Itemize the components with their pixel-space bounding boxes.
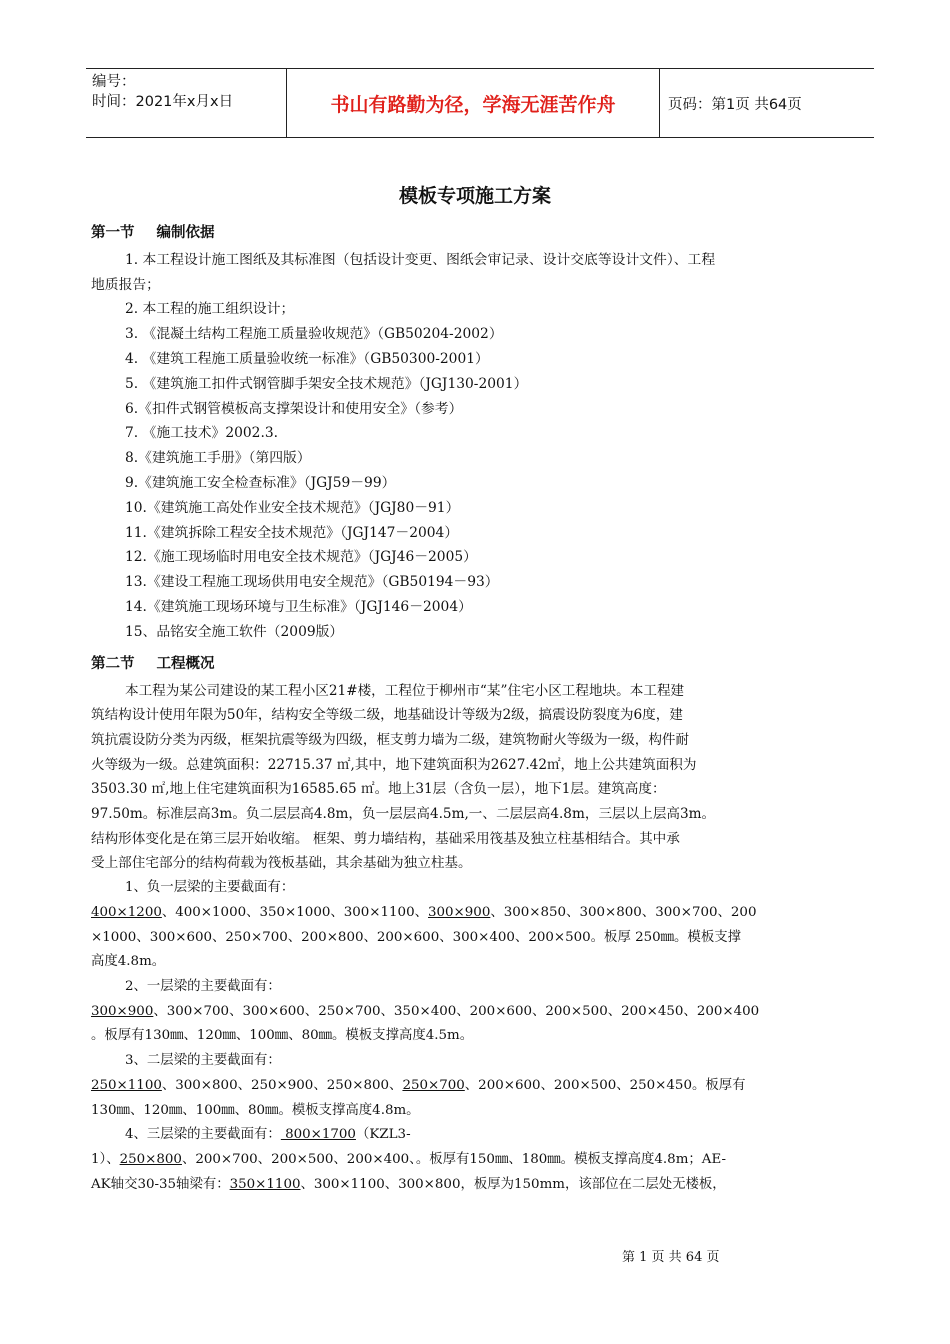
- beam-sizes-line: [91, 1000, 869, 1025]
- document-title: 模板专项施工方案: [398, 185, 551, 207]
- overview-line: 97.50m。标准层高3m。负二层层高4.8m，负一层层高4.5m,一、二层层高4.8m，三层以上层高3m。: [91, 806, 716, 823]
- basis-item-cont: 地质报告；: [91, 276, 160, 293]
- footer-page-number: 第 1 页 共 64 页: [622, 1250, 720, 1265]
- basis-item: 5. 《建筑施工扣件式钢管脚手架安全技术规范》（JGJ130-2001）: [125, 375, 528, 392]
- header-meta: [92, 72, 288, 134]
- basis-item: 1. 本工程设计施工图纸及其标准图（包括设计变更、图纸会审记录、设计交底等设计文件）、工程: [125, 252, 716, 268]
- sizes-text: AK轴交30-35轴梁有：: [91, 1176, 230, 1192]
- highlight-size: 350×1100: [229, 1176, 301, 1192]
- section-title: 编制依据: [156, 225, 215, 241]
- overview-line: 结构形体变化是在第三层开始收缩。 框架、剪力墙结构，基础采用筏基及独立柱基相结合。其中承: [91, 830, 680, 847]
- section-heading: [91, 649, 869, 679]
- highlight-size: 250×800: [119, 1151, 182, 1167]
- basis-item: 2. 本工程的施工组织设计；: [125, 301, 295, 318]
- beam-group-title: [91, 1123, 869, 1148]
- overview-line: 本工程为某公司建设的某工程小区21#楼，工程位于柳州市“某”住宅小区工程地块。本工程建: [125, 682, 685, 699]
- basis-item: 14.《建筑施工现场环境与卫生标准》（JGJ146－2004）: [125, 598, 472, 615]
- section-number: 第一节: [91, 225, 135, 241]
- beam-sizes-line: ×1000、300×600、250×700、200×800、200×600、300×400、200×500。板厚 250㎜。模板支撑: [91, 929, 741, 945]
- sizes-text: 1）、: [91, 1151, 120, 1167]
- basis-item: 9.《建筑施工安全检查标准》（JGJ59－99）: [125, 474, 396, 491]
- highlight-size: 400×1200: [91, 904, 162, 920]
- section-number: 第二节: [91, 655, 135, 672]
- overview-line: 火等级为一级。总建筑面积：22715.37 ㎡,其中，地下建筑面积为2627.42㎡，地上公共建筑面积为: [91, 756, 697, 773]
- beam-sizes-line: [91, 1148, 869, 1173]
- basis-item: 4. 《建筑工程施工质量验收统一标准》（GB50300-2001）: [125, 351, 489, 367]
- beam-group-title: 3、二层梁的主要截面有：: [125, 1053, 281, 1069]
- sizes-text: 、300×850、300×800、300×700、200: [490, 904, 757, 920]
- sizes-text: 、300×1100、300×800，板厚为150mm，该部位在二层处无楼板，: [300, 1176, 726, 1192]
- overview-line: 受上部住宅部分的结构荷载为筏板基础，其余基础为独立柱基。: [91, 855, 472, 872]
- sizes-text: 、300×800、250×900、250×800、: [161, 1077, 403, 1093]
- beam-group-title: 2、一层梁的主要截面有：: [125, 979, 281, 994]
- highlight-size: 300×900: [91, 1003, 154, 1019]
- sizes-text: 、400×1000、350×1000、300×1100、: [161, 904, 428, 920]
- document-body: [91, 218, 869, 1197]
- beam-group-title: 1、负一层梁的主要截面有：: [125, 880, 295, 896]
- beam-sizes-line: 高度4.8m。: [91, 954, 166, 970]
- highlight-size: 250×700: [402, 1077, 465, 1093]
- highlight-size: 300×900: [428, 904, 491, 920]
- basis-item: 11.《建筑拆除工程安全技术规范》（JGJ147－2004）: [125, 524, 459, 541]
- overview-line: 筑结构设计使用年限为50年，结构安全等级二级，地基础设计等级为2级，搞震设防裂度为6度，建: [91, 707, 683, 724]
- doc-number-label: 编号：: [92, 74, 136, 90]
- beam-sizes-line: [91, 1173, 869, 1198]
- beam-sizes-line: [91, 901, 869, 926]
- basis-item: 6.《扣件式钢管模板高支撑架设计和使用安全》（参考）: [125, 400, 463, 417]
- highlight-size: 250×1100: [91, 1077, 162, 1093]
- beam-sizes-line: 。板厚有130㎜、120㎜、100㎜、80㎜。模板支撑高度4.5m。: [91, 1028, 474, 1044]
- beam-sizes-line: 130㎜、120㎜、100㎜、80㎜。模板支撑高度4.8m。: [91, 1102, 420, 1118]
- sizes-text: 、200×600、200×500、250×450。板厚有: [464, 1077, 746, 1093]
- basis-item: 8.《建筑施工手册》（第四版）: [125, 450, 311, 467]
- sizes-text: （KZL3-: [355, 1127, 411, 1143]
- section-heading: [91, 218, 869, 248]
- group-title-text: 4、三层梁的主要截面有：: [125, 1127, 281, 1143]
- header-motto: 书山有路勤为径，学海无涯苦作舟: [286, 69, 660, 137]
- highlight-size: 800×1700: [280, 1127, 356, 1143]
- header-page-label: 页码：第1页 共64页: [668, 96, 802, 113]
- page-header: [86, 68, 874, 138]
- sizes-text: 、300×700、300×600、250×700、350×400、200×600、200×500、200×450、200×400: [153, 1003, 760, 1019]
- doc-date-label: 时间：2021年x月x日: [92, 94, 234, 110]
- section-title: 工程概况: [156, 655, 215, 672]
- sizes-text: 、200×700、200×500、200×400、。板厚有150㎜、180㎜。模板支撑高度4.8m；AE-: [181, 1151, 727, 1167]
- basis-item: 13.《建设工程施工现场供用电安全规范》（GB50194－93）: [125, 574, 499, 591]
- basis-item: 15、品铭安全施工软件（2009版）: [125, 623, 344, 640]
- basis-item: 10.《建筑施工高处作业安全技术规范》（JGJ80－91）: [125, 499, 460, 516]
- basis-item: 7. 《施工技术》2002.3.: [125, 425, 278, 442]
- overview-paragraph: [91, 679, 869, 877]
- overview-line: 筑抗震设防分类为丙级，框架抗震等级为四级，框支剪力墙为二级，建筑物耐火等级为一级，构件耐: [91, 731, 690, 748]
- beam-sizes-line: [91, 1074, 869, 1099]
- beam-sections: [91, 876, 869, 1197]
- basis-item: 3. 《混凝土结构工程施工质量验收规范》（GB50204-2002）: [125, 326, 503, 343]
- overview-line: 3503.30 ㎡,地上住宅建筑面积为16585.65 ㎡。地上31层（含负一层），地下1层。建筑高度：: [91, 781, 666, 798]
- basis-item: 12.《施工现场临时用电安全技术规范》（JGJ46－2005）: [125, 549, 477, 566]
